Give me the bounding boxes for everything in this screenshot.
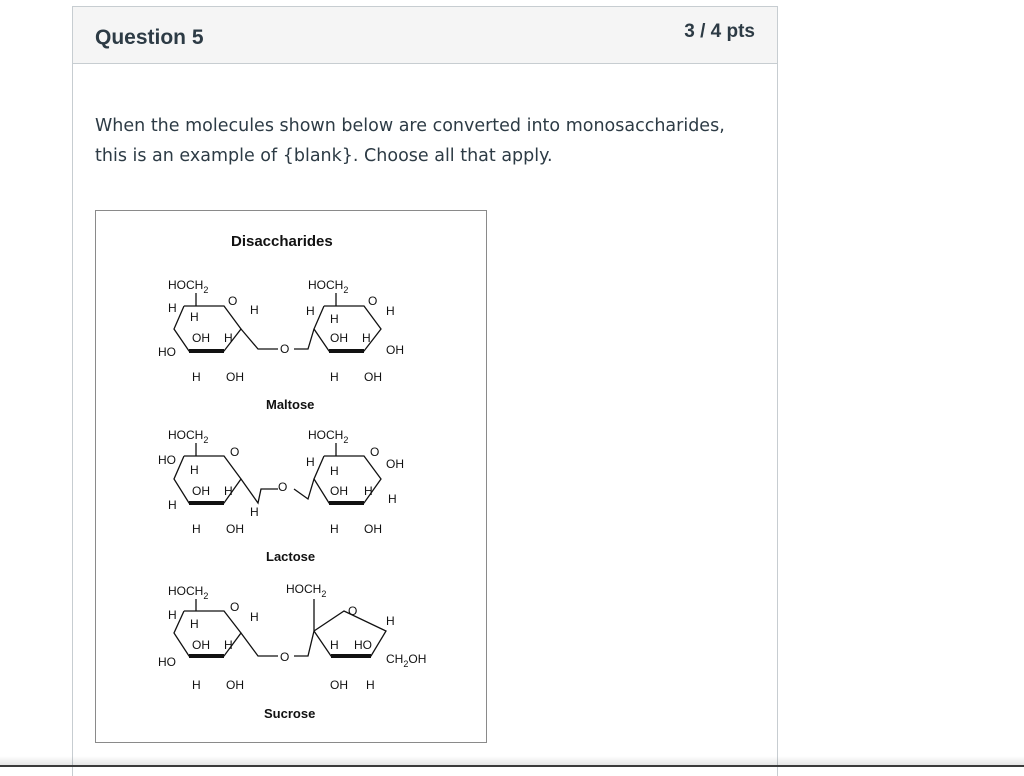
question-text: When the molecules shown below are converted into monosaccharides, this is an example of {blank}. Choose all that apply. [95,116,725,166]
lactose-ho: HO [158,453,176,467]
lactose-h: H [224,484,233,498]
maltose-oh: OH [386,343,404,357]
sucrose-ho: HO [354,638,372,652]
lactose-h: H [190,463,199,477]
lactose-oh: OH [226,522,244,536]
lactose-oh: OH [330,484,348,498]
lactose-oh: OH [386,457,404,471]
sucrose-ring-o-right: O [348,604,358,618]
maltose-h: H [192,370,201,384]
maltose-h: H [330,370,339,384]
maltose-ring-o-right: O [368,294,378,308]
sucrose-hoch2-right: $HOCH_2$ [286,582,327,599]
sucrose-ch2oh: $CH_2OH$ [386,652,427,669]
lactose-h: H [192,522,201,536]
sucrose-h: H [168,608,177,622]
lactose-ring-o-left: O [230,445,240,459]
sucrose-structure [158,582,426,721]
sucrose-label: Sucrose [264,706,316,721]
sucrose-h: H [366,678,375,692]
sucrose-hoch2-left: $HOCH_2$ [168,584,209,601]
question-card [72,6,778,776]
lactose-hoch2-left: $HOCH_2$ [168,428,209,445]
sucrose-link-o: O [280,650,290,664]
sucrose-h: H [330,638,339,652]
maltose-h: H [224,331,233,345]
maltose-link-o: O [280,342,290,356]
figure-title: Disaccharides [231,233,333,250]
disaccharides-diagram [96,211,486,742]
maltose-ho: HO [158,345,176,359]
maltose-ring-o-left: O [228,294,238,308]
lactose-oh: OH [364,522,382,536]
maltose-oh: OH [192,331,210,345]
sucrose-h: H [250,610,259,624]
sucrose-h: H [190,617,199,631]
lactose-oh: OH [192,484,210,498]
question-title: Question 5 [95,26,204,49]
maltose-structure [158,278,404,412]
lactose-structure [158,428,404,564]
lactose-link-o: O [278,480,288,494]
lactose-h: H [306,455,315,469]
sucrose-h: H [224,638,233,652]
lactose-h: H [388,492,397,506]
sucrose-oh: OH [192,638,210,652]
lactose-hoch2-right: $HOCH_2$ [308,428,349,445]
maltose-h: H [330,312,339,326]
sucrose-oh: OH [330,678,348,692]
maltose-label: Maltose [266,397,315,412]
question-points: 3 / 4 pts [684,21,755,42]
maltose-h: H [362,331,371,345]
lactose-label: Lactose [266,549,316,564]
maltose-h: H [190,310,199,324]
sucrose-h: H [386,614,395,628]
lactose-h: H [250,505,259,519]
maltose-h: H [250,303,259,317]
lactose-ring-o-right: O [370,445,380,459]
question-header [73,7,777,64]
lactose-h: H [168,498,177,512]
maltose-h: H [168,301,177,315]
maltose-oh: OH [226,370,244,384]
maltose-oh: OH [364,370,382,384]
lactose-h: H [330,522,339,536]
sucrose-ho: HO [158,655,176,669]
maltose-hoch2-right: $HOCH_2$ [308,278,349,295]
disaccharides-figure [95,210,487,743]
maltose-hoch2-left: $HOCH_2$ [168,278,209,295]
maltose-h: H [386,304,395,318]
sucrose-h: H [192,678,201,692]
lactose-h: H [330,464,339,478]
maltose-h: H [306,304,315,318]
sucrose-ring-o-left: O [230,600,240,614]
maltose-oh: OH [330,331,348,345]
lactose-h: H [364,484,373,498]
sucrose-oh: OH [226,678,244,692]
